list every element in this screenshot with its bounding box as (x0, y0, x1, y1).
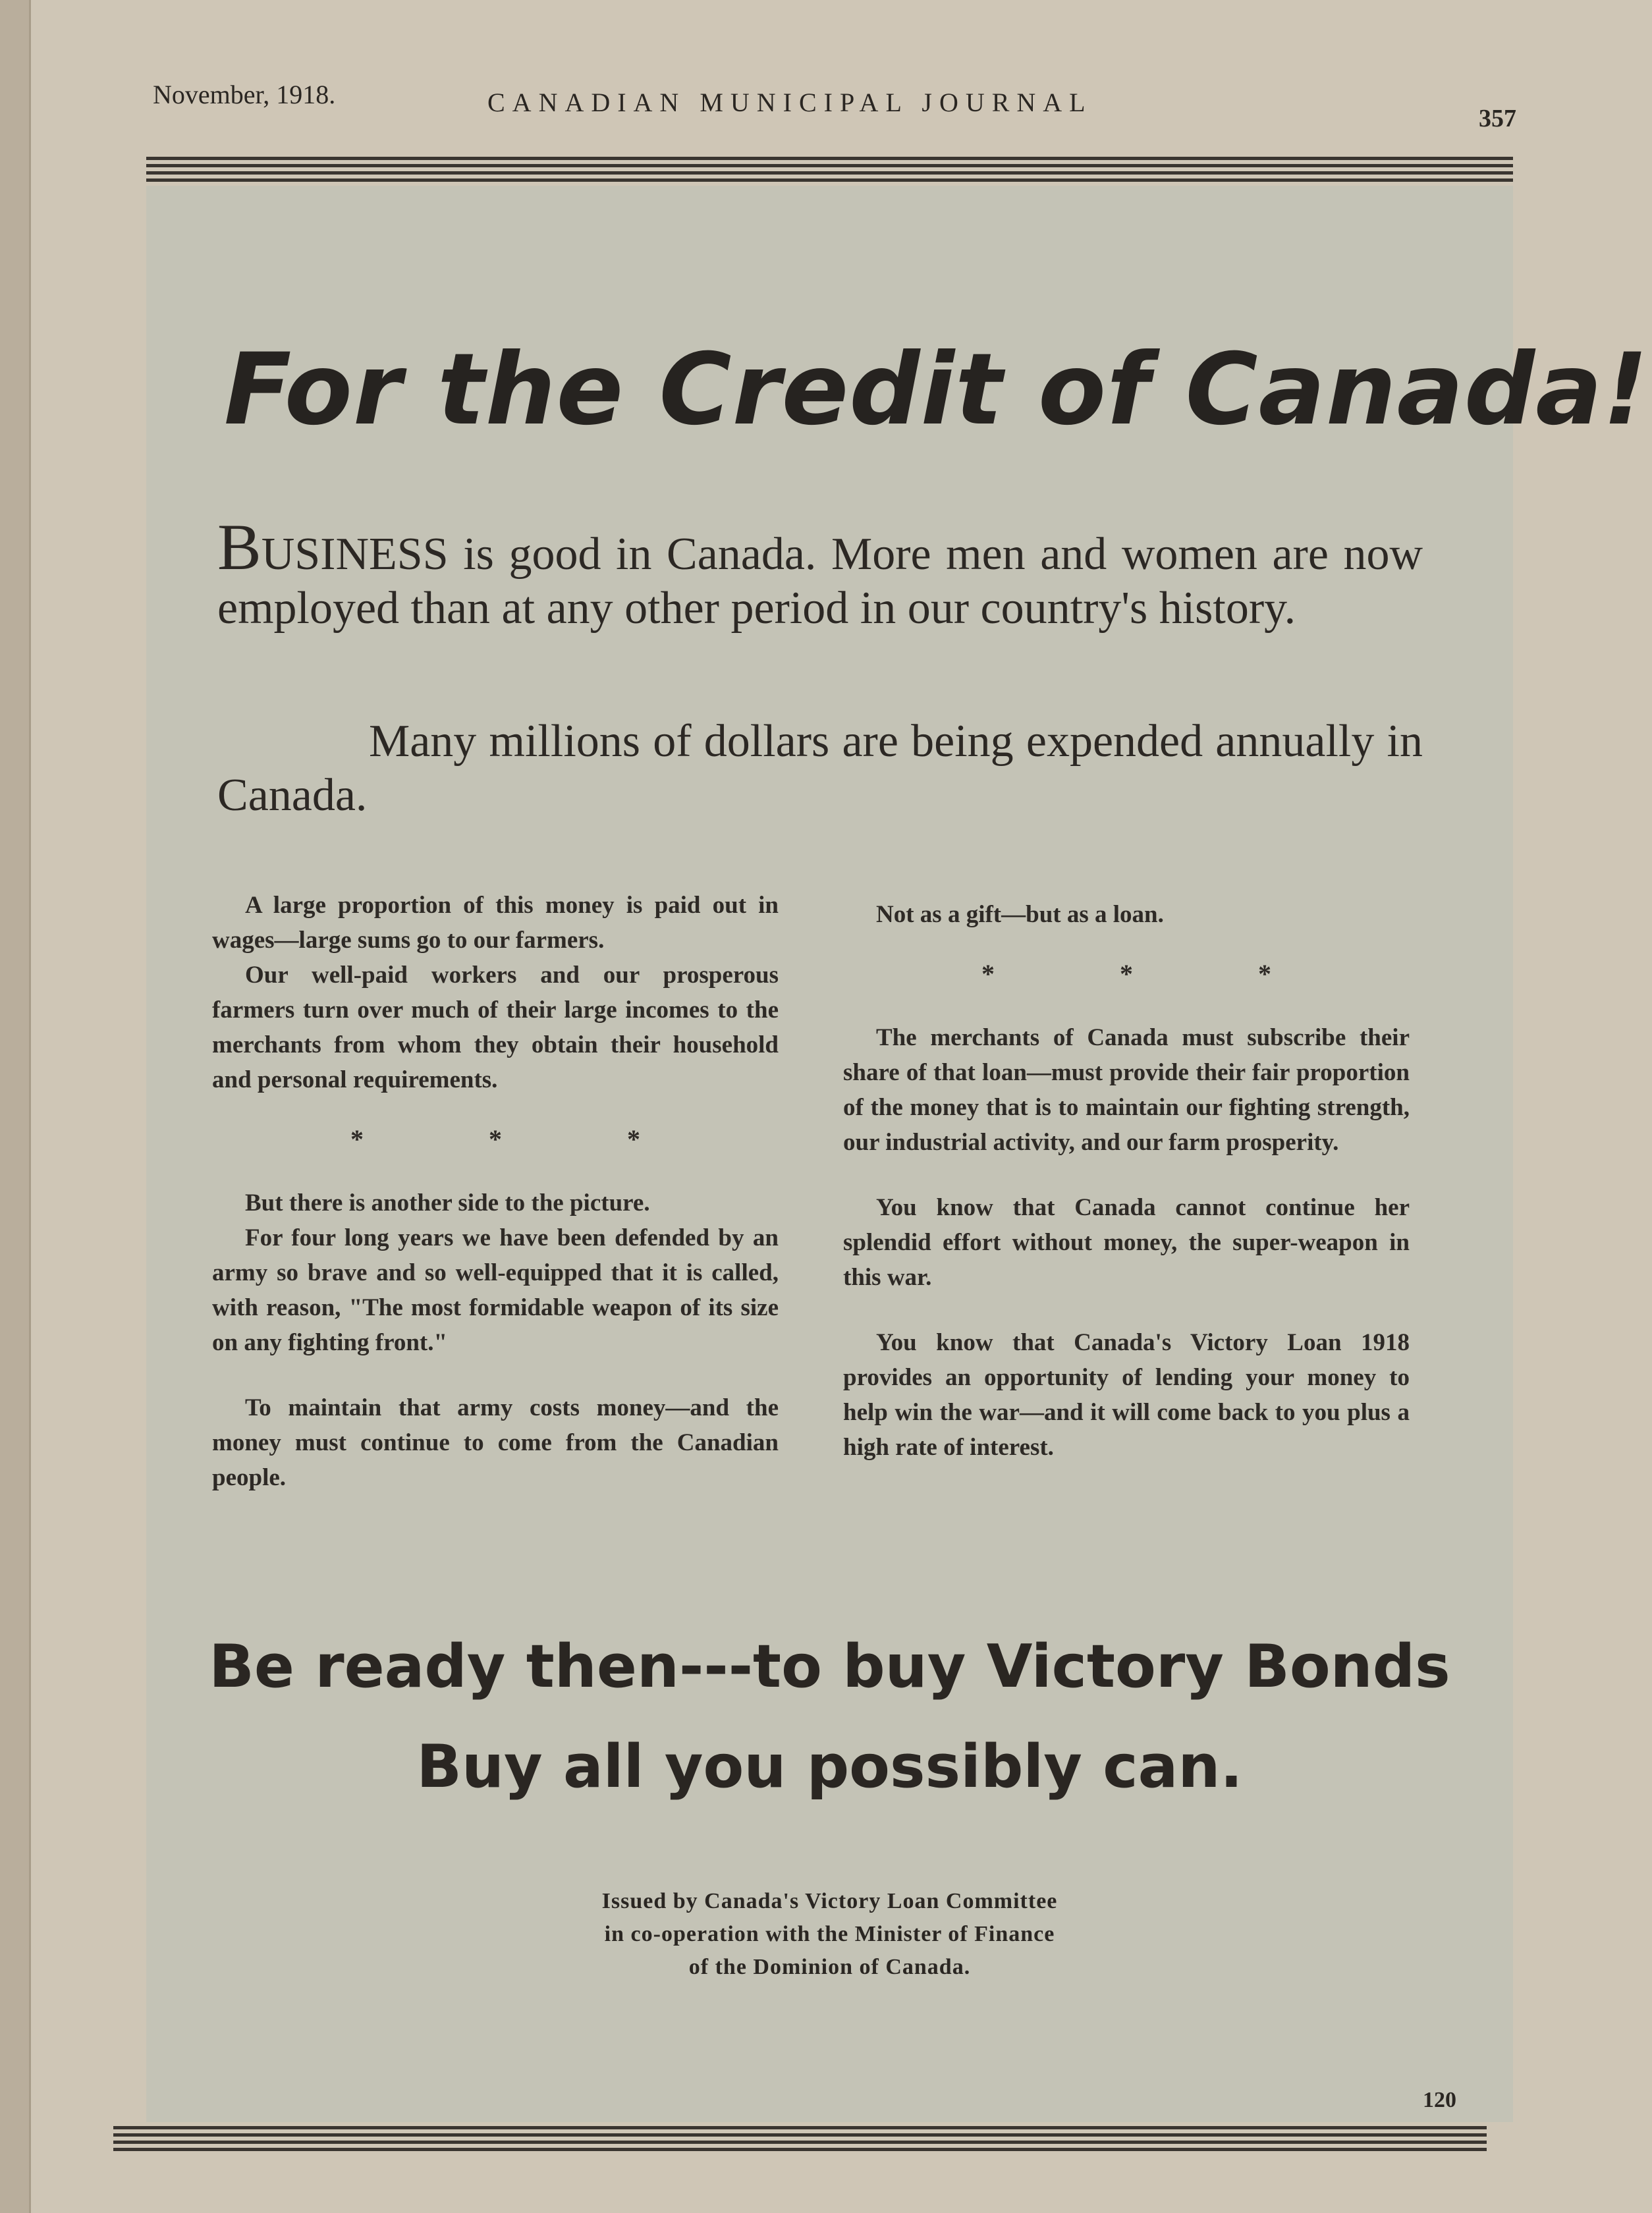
lead-paragraph-1-text: USINESS is good in Canada. More men and women are now employed than at any other period in our country's history. (217, 529, 1423, 634)
issuer-line-3: of the Dominion of Canada. (688, 1955, 971, 1979)
header-journal-title: CANADIAN MUNICIPAL JOURNAL (487, 88, 1093, 117)
issuer-line-1: Issued by Canada's Victory Loan Committee (601, 1889, 1058, 1913)
lead-paragraph-1 (217, 510, 1423, 636)
ad-headline: For the Credit of Canada! (224, 333, 1649, 447)
right-paragraph-2: The merchants of Canada must subscribe their share of that loan—must provide their fair proportion of the money that is to maintain our fighting strength, our industrial activity, and our farm prosperity. (843, 1024, 1410, 1156)
right-paragraph-4: You know that Canada's Victory Loan 1918 provides an opportunity of lending your money to help win the war—and it will come back to you plus a high rate of interest. (843, 1329, 1410, 1461)
left-paragraph-2: Our well-paid workers and our prosperous farmers turn over much of their large incomes to the merchants from whom they obtain their household and personal requirements. (212, 962, 779, 1093)
bottom-rule-lines (113, 2126, 1487, 2152)
asterism-divider: * * * (350, 1124, 700, 1154)
ad-number: 120 (1423, 2088, 1456, 2112)
issuer-credit (146, 1885, 1513, 1984)
top-rule-lines (146, 157, 1513, 183)
issuer-line-2: in co-operation with the Minister of Finance (604, 1922, 1055, 1946)
header-date: November, 1918. (153, 80, 336, 109)
lead-paragraph-2: Many millions of dollars are being expended annually in Canada. (217, 716, 1423, 821)
right-column (843, 897, 1410, 1465)
left-column (212, 888, 779, 1495)
page-gutter (0, 0, 31, 2213)
left-paragraph-1: A large proportion of this money is paid out in wages—large sums go to our farmers. (212, 892, 779, 954)
call-to-action-line-2: Buy all you possibly can. (416, 1732, 1243, 1801)
right-paragraph-3: You know that Canada cannot continue her splendid effort without money, the super-weapon in this war. (843, 1194, 1410, 1291)
left-paragraph-3: But there is another side to the picture. (245, 1189, 650, 1216)
header-page-number: 357 (1479, 105, 1516, 132)
left-paragraph-5: To maintain that army costs money—and the money must continue to come from the Canadian people. (212, 1394, 779, 1491)
call-to-action-line-1: Be ready then---to buy Victory Bonds (209, 1632, 1450, 1701)
asterism-divider: * * * (981, 959, 1331, 989)
left-paragraph-4: For four long years we have been defended by an army so brave and so well-equipped that it is called, with reason, "The most formidable weapon of its size on any fighting front." (212, 1224, 779, 1356)
right-paragraph-1: Not as a gift—but as a loan. (876, 901, 1164, 928)
drop-cap: B (217, 510, 262, 584)
